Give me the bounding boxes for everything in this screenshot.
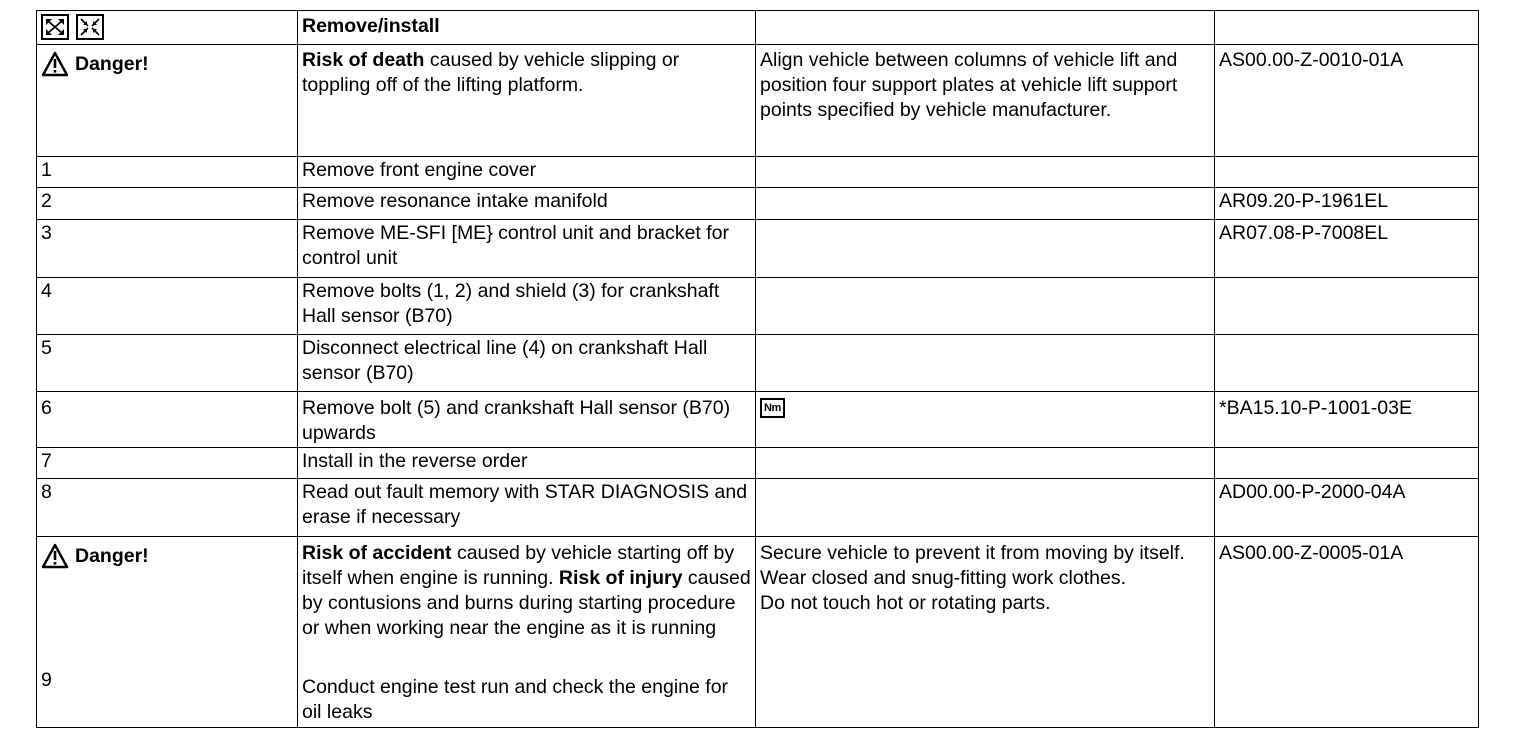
danger-label: Danger! (41, 49, 293, 77)
step-description: Remove bolts (1, 2) and shield (3) for crankshaft Hall sensor (B70) (298, 278, 756, 335)
header-empty-cell (756, 11, 1215, 45)
step-description: Read out fault memory with STAR DIAGNOSIS and erase if necessary (298, 479, 756, 537)
reference-link[interactable]: AR09.20-P-1961EL (1215, 188, 1479, 220)
header-empty-cell (1215, 11, 1479, 45)
reference-link[interactable] (1215, 335, 1479, 392)
reference-link[interactable] (1215, 448, 1479, 479)
header-title: Remove/install (298, 11, 756, 45)
danger-row (37, 537, 1479, 728)
step-number: 5 (37, 335, 298, 392)
reference-link[interactable]: AS00.00-Z-0005-01A (1215, 537, 1479, 728)
step-description: Conduct engine test run and check the engine for oil leaks (302, 676, 729, 723)
step-number: 4 (37, 278, 298, 335)
reference-link[interactable]: AR07.08-P-7008EL (1215, 220, 1479, 278)
danger-label: Danger! (41, 541, 293, 569)
step-description: Disconnect electrical line (4) on crankshaft Hall sensor (B70) (298, 335, 756, 392)
danger-note: Secure vehicle to prevent it from moving by itself. (760, 542, 1185, 564)
reference-link[interactable]: AD00.00-P-2000-04A (1215, 479, 1479, 537)
step-description: Remove ME-SFI [ME} control unit and bracket for control unit (298, 220, 756, 278)
step-number: 3 (37, 220, 298, 278)
danger-note: Wear closed and snug-fitting work clothes. (760, 567, 1126, 589)
table-row (37, 278, 1479, 335)
step-description: Remove front engine cover (298, 157, 756, 188)
table-row (37, 335, 1479, 392)
reference-link[interactable]: *BA15.10-P-1001-03E (1215, 392, 1479, 448)
header-icons-cell (37, 11, 298, 45)
table-row (37, 479, 1479, 537)
step-number: 9 (41, 669, 52, 691)
step-number: 8 (37, 479, 298, 537)
reference-link[interactable]: AS00.00-Z-0010-01A (1215, 45, 1479, 157)
table-row (37, 392, 1479, 448)
step-number: 7 (37, 448, 298, 479)
table-row (37, 157, 1479, 188)
step-description: Remove resonance intake manifold (298, 188, 756, 220)
danger-description: Risk of accident caused by vehicle starting off by itself when engine is running. Risk of injury caused by contusions and burns during starting procedure or when working near the engine as it is running (302, 542, 751, 639)
danger-description: Risk of death caused by vehicle slipping or toppling off of the lifting platform. (298, 45, 756, 157)
reference-link[interactable] (1215, 278, 1479, 335)
step-description: Install in the reverse order (298, 448, 756, 479)
table-row (37, 448, 1479, 479)
danger-row (37, 45, 1479, 157)
procedure-table (36, 10, 1479, 728)
warning-triangle-icon (41, 543, 69, 569)
danger-note: Do not touch hot or rotating parts. (760, 592, 1051, 614)
expand-icon[interactable] (41, 14, 69, 40)
step-number: 6 (37, 392, 298, 448)
torque-nm-icon[interactable]: Nm (760, 398, 785, 418)
danger-note: Align vehicle between columns of vehicle lift and position four support plates at vehicle lift support points specified by vehicle manufacturer. (756, 45, 1215, 157)
table-row (37, 188, 1479, 220)
step-number: 1 (37, 157, 298, 188)
step-description: Remove bolt (5) and crankshaft Hall sensor (B70) upwards (298, 392, 756, 448)
table-row (37, 220, 1479, 278)
warning-triangle-icon (41, 51, 69, 77)
step-number: 2 (37, 188, 298, 220)
header-row (37, 11, 1479, 45)
collapse-icon[interactable] (76, 14, 104, 40)
reference-link[interactable] (1215, 157, 1479, 188)
